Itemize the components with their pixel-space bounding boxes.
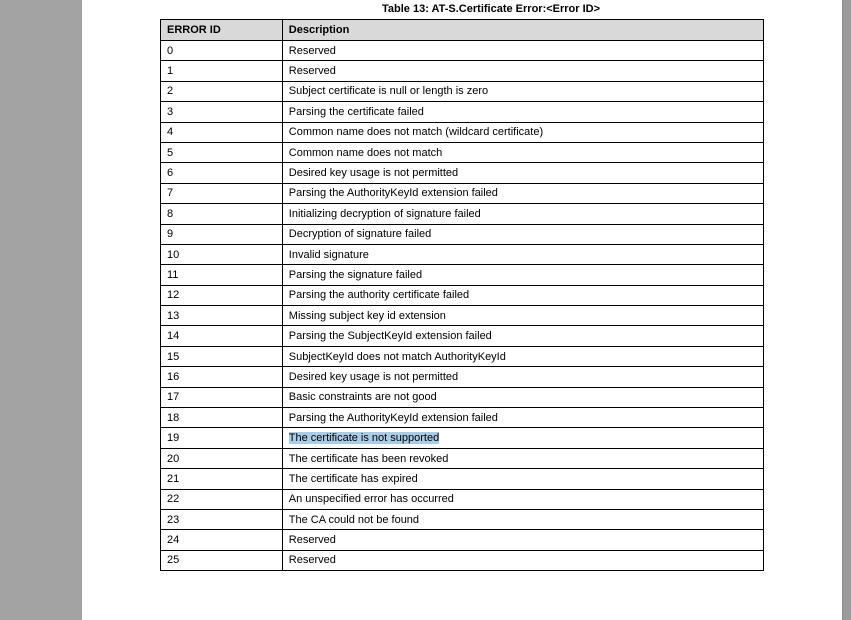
error-id-cell: 15 [161, 346, 283, 366]
table-row [161, 448, 764, 468]
error-id-cell: 21 [161, 469, 283, 489]
error-id-cell: 16 [161, 367, 283, 387]
description-cell [282, 224, 763, 244]
table-row [161, 204, 764, 224]
error-id-cell: 6 [161, 163, 283, 183]
table-caption: Table 13: AT-S.Certificate Error:<Error ID> [382, 3, 601, 15]
description-cell [282, 204, 763, 224]
table-row [161, 224, 764, 244]
table-row [161, 367, 764, 387]
table-row [161, 41, 764, 61]
table-row [161, 469, 764, 489]
error-id-cell: 22 [161, 489, 283, 509]
table-row [161, 550, 764, 570]
table-row [161, 183, 764, 203]
table-row [161, 81, 764, 101]
description-text[interactable]: Reserved [288, 554, 336, 567]
description-text[interactable]: Basic constraints are not good [288, 391, 437, 404]
description-text[interactable]: The certificate has been revoked [288, 452, 449, 465]
error-id-cell: 12 [161, 285, 283, 305]
table-body [161, 41, 764, 571]
error-id-cell: 2 [161, 81, 283, 101]
description-cell [282, 81, 763, 101]
description-text[interactable]: Desired key usage is not permitted [288, 167, 459, 180]
description-text[interactable]: Parsing the authority certificate failed [288, 289, 470, 302]
error-id-cell: 11 [161, 265, 283, 285]
description-text[interactable]: Decryption of signature failed [288, 228, 432, 241]
description-cell [282, 367, 763, 387]
description-text[interactable]: Common name does not match [288, 146, 443, 159]
description-cell [282, 530, 763, 550]
table-row [161, 326, 764, 346]
error-id-cell: 19 [161, 428, 283, 448]
description-text[interactable]: The CA could not be found [288, 513, 420, 526]
table-row [161, 306, 764, 326]
error-id-cell: 3 [161, 102, 283, 122]
error-id-cell: 24 [161, 530, 283, 550]
description-text[interactable]: An unspecified error has occurred [288, 493, 454, 506]
error-id-cell: 10 [161, 244, 283, 264]
description-text[interactable]: Parsing the AuthorityKeyId extension failed [288, 411, 498, 424]
description-cell [282, 122, 763, 142]
description-cell [282, 61, 763, 81]
selected-description-text[interactable]: The certificate is not supported [288, 432, 440, 445]
description-text[interactable]: Initializing decryption of signature failed [288, 207, 481, 220]
description-text[interactable]: SubjectKeyId does not match AuthorityKeyId [288, 350, 506, 363]
description-cell [282, 142, 763, 162]
error-id-cell: 20 [161, 448, 283, 468]
table-row [161, 408, 764, 428]
error-id-cell: 1 [161, 61, 283, 81]
description-text[interactable]: Common name does not match (wildcard certificate) [288, 126, 544, 139]
table-header-row [161, 20, 764, 41]
description-cell [282, 244, 763, 264]
table-row [161, 530, 764, 550]
description-cell [282, 183, 763, 203]
table-row [161, 122, 764, 142]
error-id-cell: 17 [161, 387, 283, 407]
description-text[interactable]: Desired key usage is not permitted [288, 370, 459, 383]
description-text[interactable]: Missing subject key id extension [288, 309, 446, 322]
table-row [161, 387, 764, 407]
description-cell [282, 102, 763, 122]
table-row [161, 102, 764, 122]
document-page [82, 0, 842, 620]
table-row [161, 142, 764, 162]
description-text[interactable]: Parsing the signature failed [288, 268, 423, 281]
error-id-cell: 0 [161, 41, 283, 61]
error-id-cell: 23 [161, 509, 283, 529]
description-cell [282, 387, 763, 407]
description-cell [282, 550, 763, 570]
description-cell [282, 448, 763, 468]
error-id-cell: 25 [161, 550, 283, 570]
description-text[interactable]: Reserved [288, 44, 336, 57]
description-cell [282, 408, 763, 428]
description-cell [282, 346, 763, 366]
error-id-cell: 14 [161, 326, 283, 346]
description-cell [282, 306, 763, 326]
description-text[interactable]: Parsing the certificate failed [288, 105, 424, 118]
table-row [161, 428, 764, 448]
description-text[interactable]: Reserved [288, 65, 336, 78]
description-text[interactable]: Parsing the AuthorityKeyId extension failed [288, 187, 498, 200]
table-row [161, 489, 764, 509]
description-cell [282, 265, 763, 285]
table-row [161, 346, 764, 366]
error-id-cell: 7 [161, 183, 283, 203]
error-id-cell: 13 [161, 306, 283, 326]
description-cell [282, 489, 763, 509]
description-text[interactable]: Parsing the SubjectKeyId extension failed [288, 330, 492, 343]
description-cell [282, 326, 763, 346]
description-cell [282, 428, 763, 448]
column-header-description: Description [282, 20, 763, 41]
description-cell [282, 41, 763, 61]
column-header-error-id: ERROR ID [161, 20, 283, 41]
table-row [161, 163, 764, 183]
description-cell [282, 509, 763, 529]
error-id-cell: 5 [161, 142, 283, 162]
table-row [161, 61, 764, 81]
description-text[interactable]: Reserved [288, 534, 336, 547]
description-text[interactable]: Invalid signature [288, 248, 369, 261]
description-text[interactable]: The certificate has expired [288, 472, 418, 485]
right-gutter [842, 0, 851, 620]
description-text[interactable]: Subject certificate is null or length is zero [288, 85, 489, 98]
description-cell [282, 163, 763, 183]
error-id-cell: 18 [161, 408, 283, 428]
description-cell [282, 285, 763, 305]
error-id-cell: 4 [161, 122, 283, 142]
error-id-cell: 9 [161, 224, 283, 244]
table-row [161, 285, 764, 305]
description-cell [282, 469, 763, 489]
error-id-cell: 8 [161, 204, 283, 224]
table-row [161, 265, 764, 285]
table-row [161, 509, 764, 529]
table-row [161, 244, 764, 264]
error-table [160, 19, 764, 571]
